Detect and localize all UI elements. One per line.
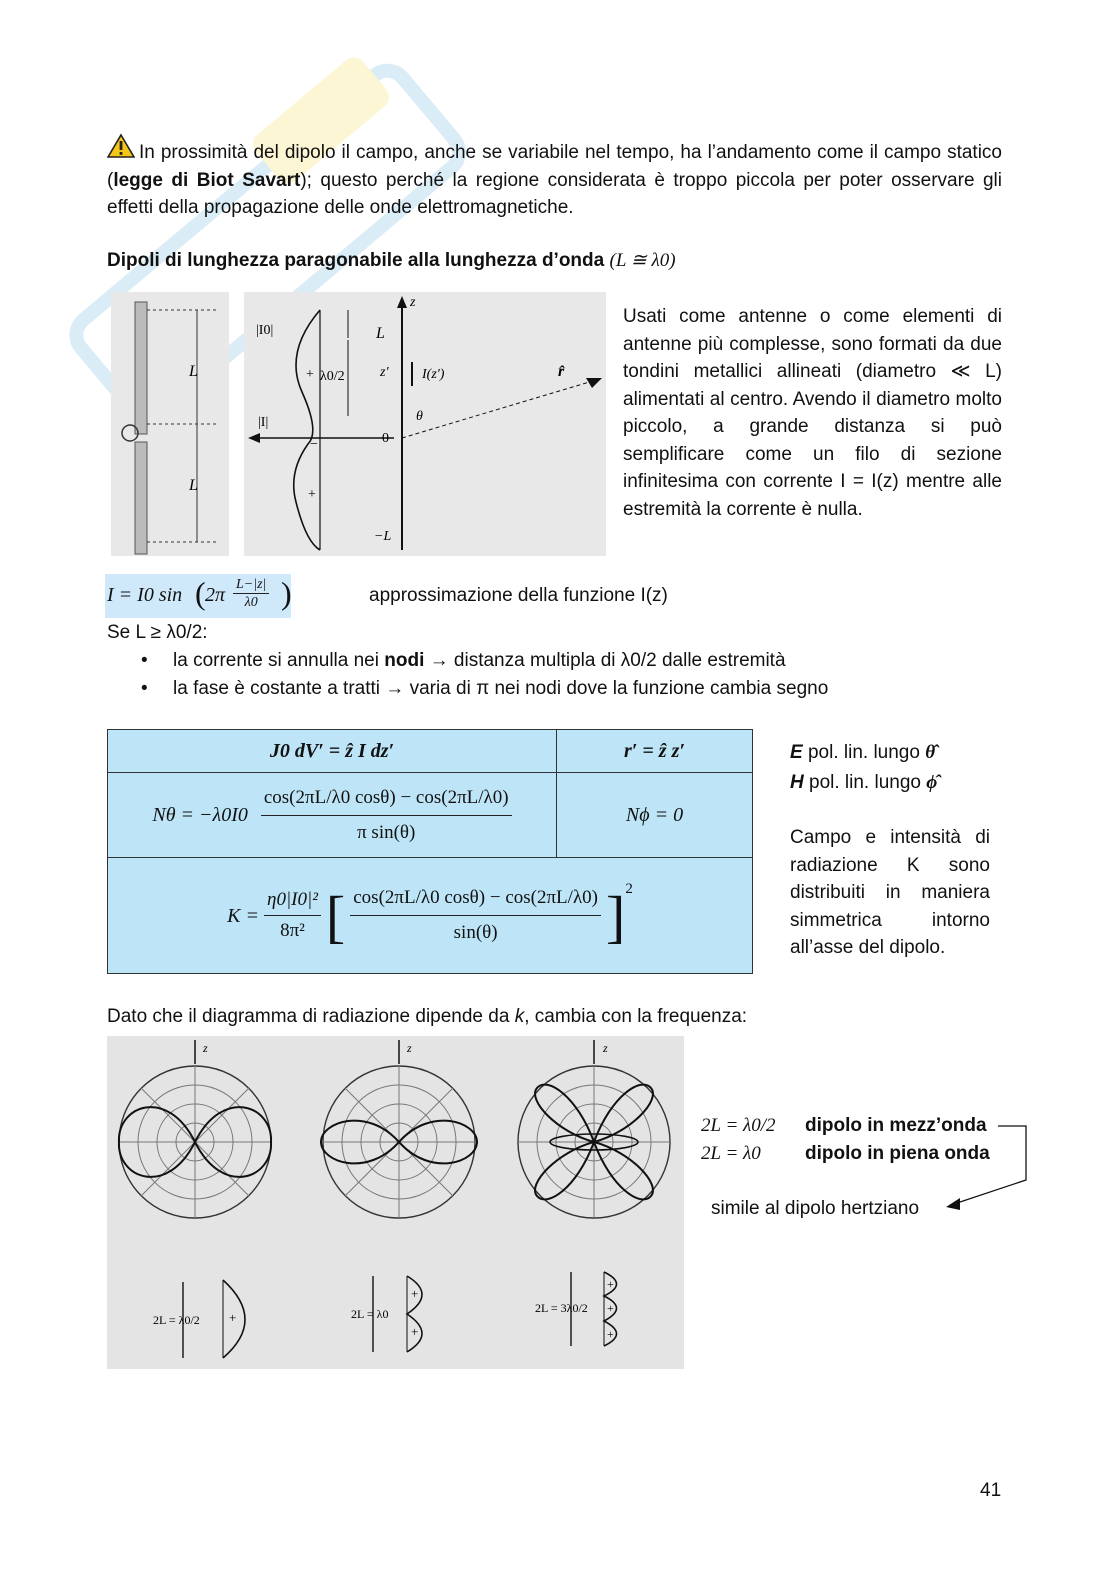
fig1-axis-z: z	[410, 295, 416, 310]
fig2-sign-6: +	[607, 1327, 614, 1341]
dipole-rods-figure	[111, 292, 229, 556]
polar-grid-full-wave	[321, 1040, 477, 1218]
pol-note-E: E pol. lin. lungo θ̂	[790, 742, 936, 763]
fig1-label-Izprime: I(z')	[422, 367, 445, 382]
current-formula-paren-right: )	[281, 575, 292, 611]
fig1-label-zero: 0	[382, 431, 389, 446]
warning-text-rest: ); questo perché la regione considerata è troppo piccola per poter osservare gli effetti della propagazione delle onde elettromagnetiche.	[107, 169, 1002, 218]
fig1-label-half-lambda: λ0/2	[320, 369, 345, 384]
table-K-den: sin(θ)	[453, 922, 498, 944]
table-K-lhs: K =	[227, 904, 260, 927]
section-heading-bold: Dipoli di lunghezza paragonabile alla lunghezza d’onda	[107, 250, 605, 271]
polar-grid-half-wave	[119, 1040, 271, 1218]
table-K-power: 2	[625, 880, 633, 897]
current-formula-fraction	[233, 576, 269, 611]
fig2-case-half-wave: 2L = λ0/2	[153, 1313, 200, 1327]
legend-half-wave: 2L = λ0/2 dipolo in mezz’onda	[701, 1115, 987, 1136]
fig1-label-L-top: L	[189, 363, 198, 380]
radiation-patterns-figure	[107, 1036, 684, 1369]
fig1-label-L: L	[376, 325, 385, 342]
fig1-label-I0: |I0|	[256, 323, 274, 338]
table-radiation-intensity	[108, 858, 753, 974]
current-formula-paren-left: (	[195, 575, 206, 611]
section-heading-math: (L ≅ λ0)	[609, 250, 676, 271]
dipole-description: Usati come antenne o come elementi di antenne più complesse, sono formati da due tondini metallici allineati (diametro ≪ L) alimentati al centro. Avendo il diametro molto piccolo, a grande distanza si può semplificare come un filo di sezione infinitesima con corrente I = I(z) mentre alle estremità la corrente è nulla.	[623, 306, 1002, 520]
current-distribution-figure	[244, 292, 606, 556]
fig2-sign-1: +	[229, 1310, 237, 1325]
table-K-bracket-right: ]	[606, 883, 626, 949]
table-N-theta-fraction	[261, 781, 512, 850]
symmetry-note: Campo e intensità di radiazione K sono distribuiti in maniera simmetrica intorno all’asse del dipolo.	[790, 827, 990, 958]
fig2-axis-z-2: z	[407, 1041, 412, 1055]
table-K-coef-den: 8π²	[280, 920, 305, 942]
table-N-theta-num: cos(2πL/λ0 cosθ) − cos(2πL/λ0)	[261, 781, 512, 816]
polar-grid-three-half-wave	[518, 1040, 670, 1218]
table-K-bracket-left: [	[325, 883, 346, 949]
page-number: 41	[980, 1480, 1002, 1501]
fig1-label-zprime: z'	[380, 365, 389, 380]
fig1-label-I: |I|	[258, 415, 269, 430]
current-formula-den: λ0	[244, 595, 258, 610]
fig1-sign-plus-top: +	[306, 367, 314, 382]
warning-text-lead: In prossimità del dipolo il campo, anche se variabile nel tempo, ha l’andamento come il campo statico (	[107, 142, 1002, 191]
fig1-sign-minus: −	[310, 437, 318, 452]
table-position-vector: r′ = ẑ z′	[557, 730, 753, 773]
fig1-label-rhat: r̂	[558, 363, 565, 380]
pol-note-H: H pol. lin. lungo ϕ̂	[790, 772, 938, 793]
table-N-theta-lhs: Nθ = −λ0I0	[152, 803, 248, 826]
fig2-sign-2: +	[411, 1286, 419, 1301]
fig2-sign-3: +	[411, 1324, 419, 1339]
similar-note: simile al dipolo hertziano	[711, 1198, 920, 1219]
radiation-equations-table	[107, 729, 753, 974]
biot-savart-term: legge di Biot Savart	[113, 169, 301, 191]
fig2-sign-5: +	[607, 1301, 614, 1315]
table-N-theta	[108, 773, 557, 858]
frequency-sentence: Dato che il diagramma di radiazione dipende da k, cambia con la frequenza:	[107, 1006, 748, 1027]
fig1-label-minus-L: −L	[374, 529, 392, 544]
table-K-coef-num: η0|I0|²	[264, 885, 321, 916]
section-heading	[107, 247, 676, 275]
table-K-fraction	[350, 881, 601, 950]
bullet-item-nodes: • la corrente si annulla nei nodi → distanza multipla di λ0/2 dalle estremità	[107, 647, 1007, 675]
table-K-coefficient	[264, 885, 321, 946]
table-N-theta-den: π sin(θ)	[357, 821, 416, 843]
table-K-num: cos(2πL/λ0 cosθ) − cos(2πL/λ0)	[350, 881, 601, 916]
fig1-sign-plus-bottom: +	[308, 487, 316, 502]
current-formula-lhs: I = I0 sin	[107, 584, 183, 606]
bullet-list	[107, 647, 1007, 702]
fig2-axis-z-3: z	[603, 1041, 608, 1055]
table-current-density: J0 dV′ = ẑ I dz′	[108, 730, 557, 773]
current-formula-note: approssimazione della funzione I(z)	[369, 585, 668, 606]
legend-full-wave: 2L = λ0 dipolo in piena onda	[701, 1143, 990, 1164]
fig1-label-theta: θ	[416, 409, 423, 424]
fig2-case-three-half-wave: 2L = 3λ0/2	[535, 1301, 588, 1315]
fig2-axis-z-1: z	[203, 1041, 208, 1055]
fig2-case-full-wave: 2L = λ0	[351, 1307, 389, 1321]
fig2-sign-4: +	[607, 1277, 614, 1291]
current-formula-num: L−|z|	[233, 576, 269, 594]
bracket-arrow	[940, 1118, 1032, 1218]
current-formula: I = I0 sin ( 2π $\frac{L-|z|}{\lambda 0}$ )	[105, 574, 291, 618]
fig1-label-L-bottom: L	[189, 477, 198, 494]
table-N-phi: Nϕ = 0	[557, 773, 753, 858]
warning-paragraph	[107, 139, 1002, 222]
bullet-item-phase: • la fase è costante a tratti → varia di π nei nodi dove la funzione cambia segno	[107, 675, 1007, 703]
condition-line: Se L ≥ λ0/2:	[107, 622, 208, 643]
